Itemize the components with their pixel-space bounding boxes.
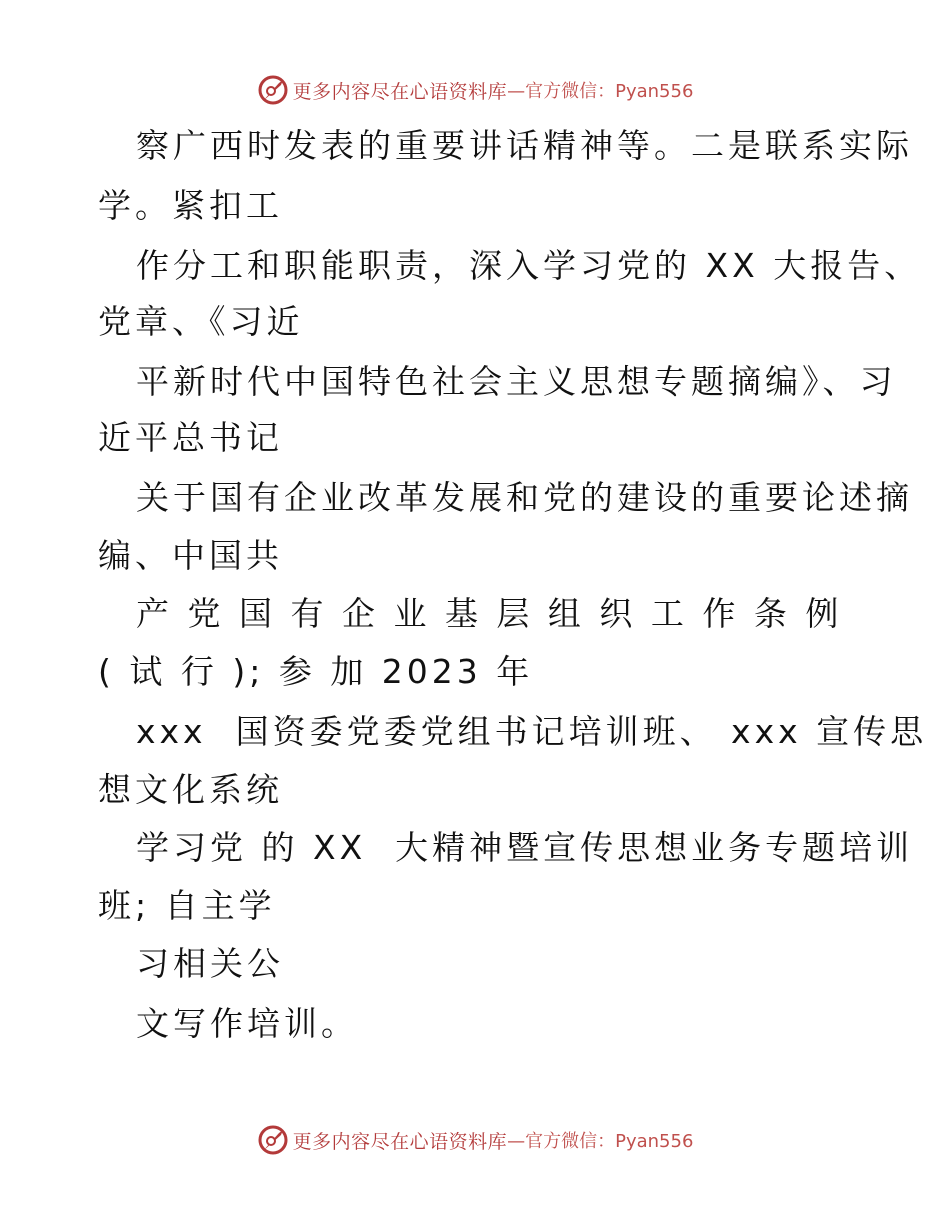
quill-logo-icon (257, 74, 289, 106)
body-line-12: 想文化系统 (98, 770, 283, 809)
body-line-14: 班; 自主学 (98, 886, 276, 925)
footer-banner (0, 1122, 950, 1158)
quill-logo-icon (257, 1124, 289, 1156)
body-line-7: 关于国有企业改革发展和党的建设的重要论述摘 (136, 478, 913, 517)
body-line-13: 学习党 的 XX 大精神暨宣传思想业务专题培训 (136, 828, 914, 867)
header-banner (0, 72, 950, 108)
body-line-15: 习相关公 (136, 944, 284, 983)
body-line-3: 作分工和职能职责，深入学习党的 XX 大报告、 (136, 246, 922, 285)
body-line-5: 平新时代中国特色社会主义思想专题摘编》、习 (136, 362, 897, 401)
body-line-6: 近平总书记 (98, 418, 283, 457)
body-line-9: 产 党 国 有 企 业 基 层 组 织 工 作 条 例 (136, 594, 843, 633)
body-line-16: 文写作培训。 (136, 1004, 358, 1043)
footer-text: 更多内容尽在心语资料库 (292, 1130, 508, 1153)
body-line-2: 学。紧扣工 (98, 186, 283, 225)
body-line-4: 党章、《习近 (98, 302, 304, 341)
header-text: 更多内容尽在心语资料库 (292, 80, 508, 103)
header-wechat: —官方微信：Pyan556 (507, 81, 694, 102)
body-line-8: 编、中国共 (98, 536, 283, 575)
body-line-1: 察广西时发表的重要讲话精神等。二是联系实际 (136, 126, 913, 165)
body-line-10: ( 试 行 ); 参 加 2023 年 (98, 652, 534, 691)
body-line-11: xxx 国资委党委党组书记培训班、 xxx 宣传思 (136, 712, 928, 751)
footer-wechat: —官方微信：Pyan556 (507, 1131, 694, 1152)
